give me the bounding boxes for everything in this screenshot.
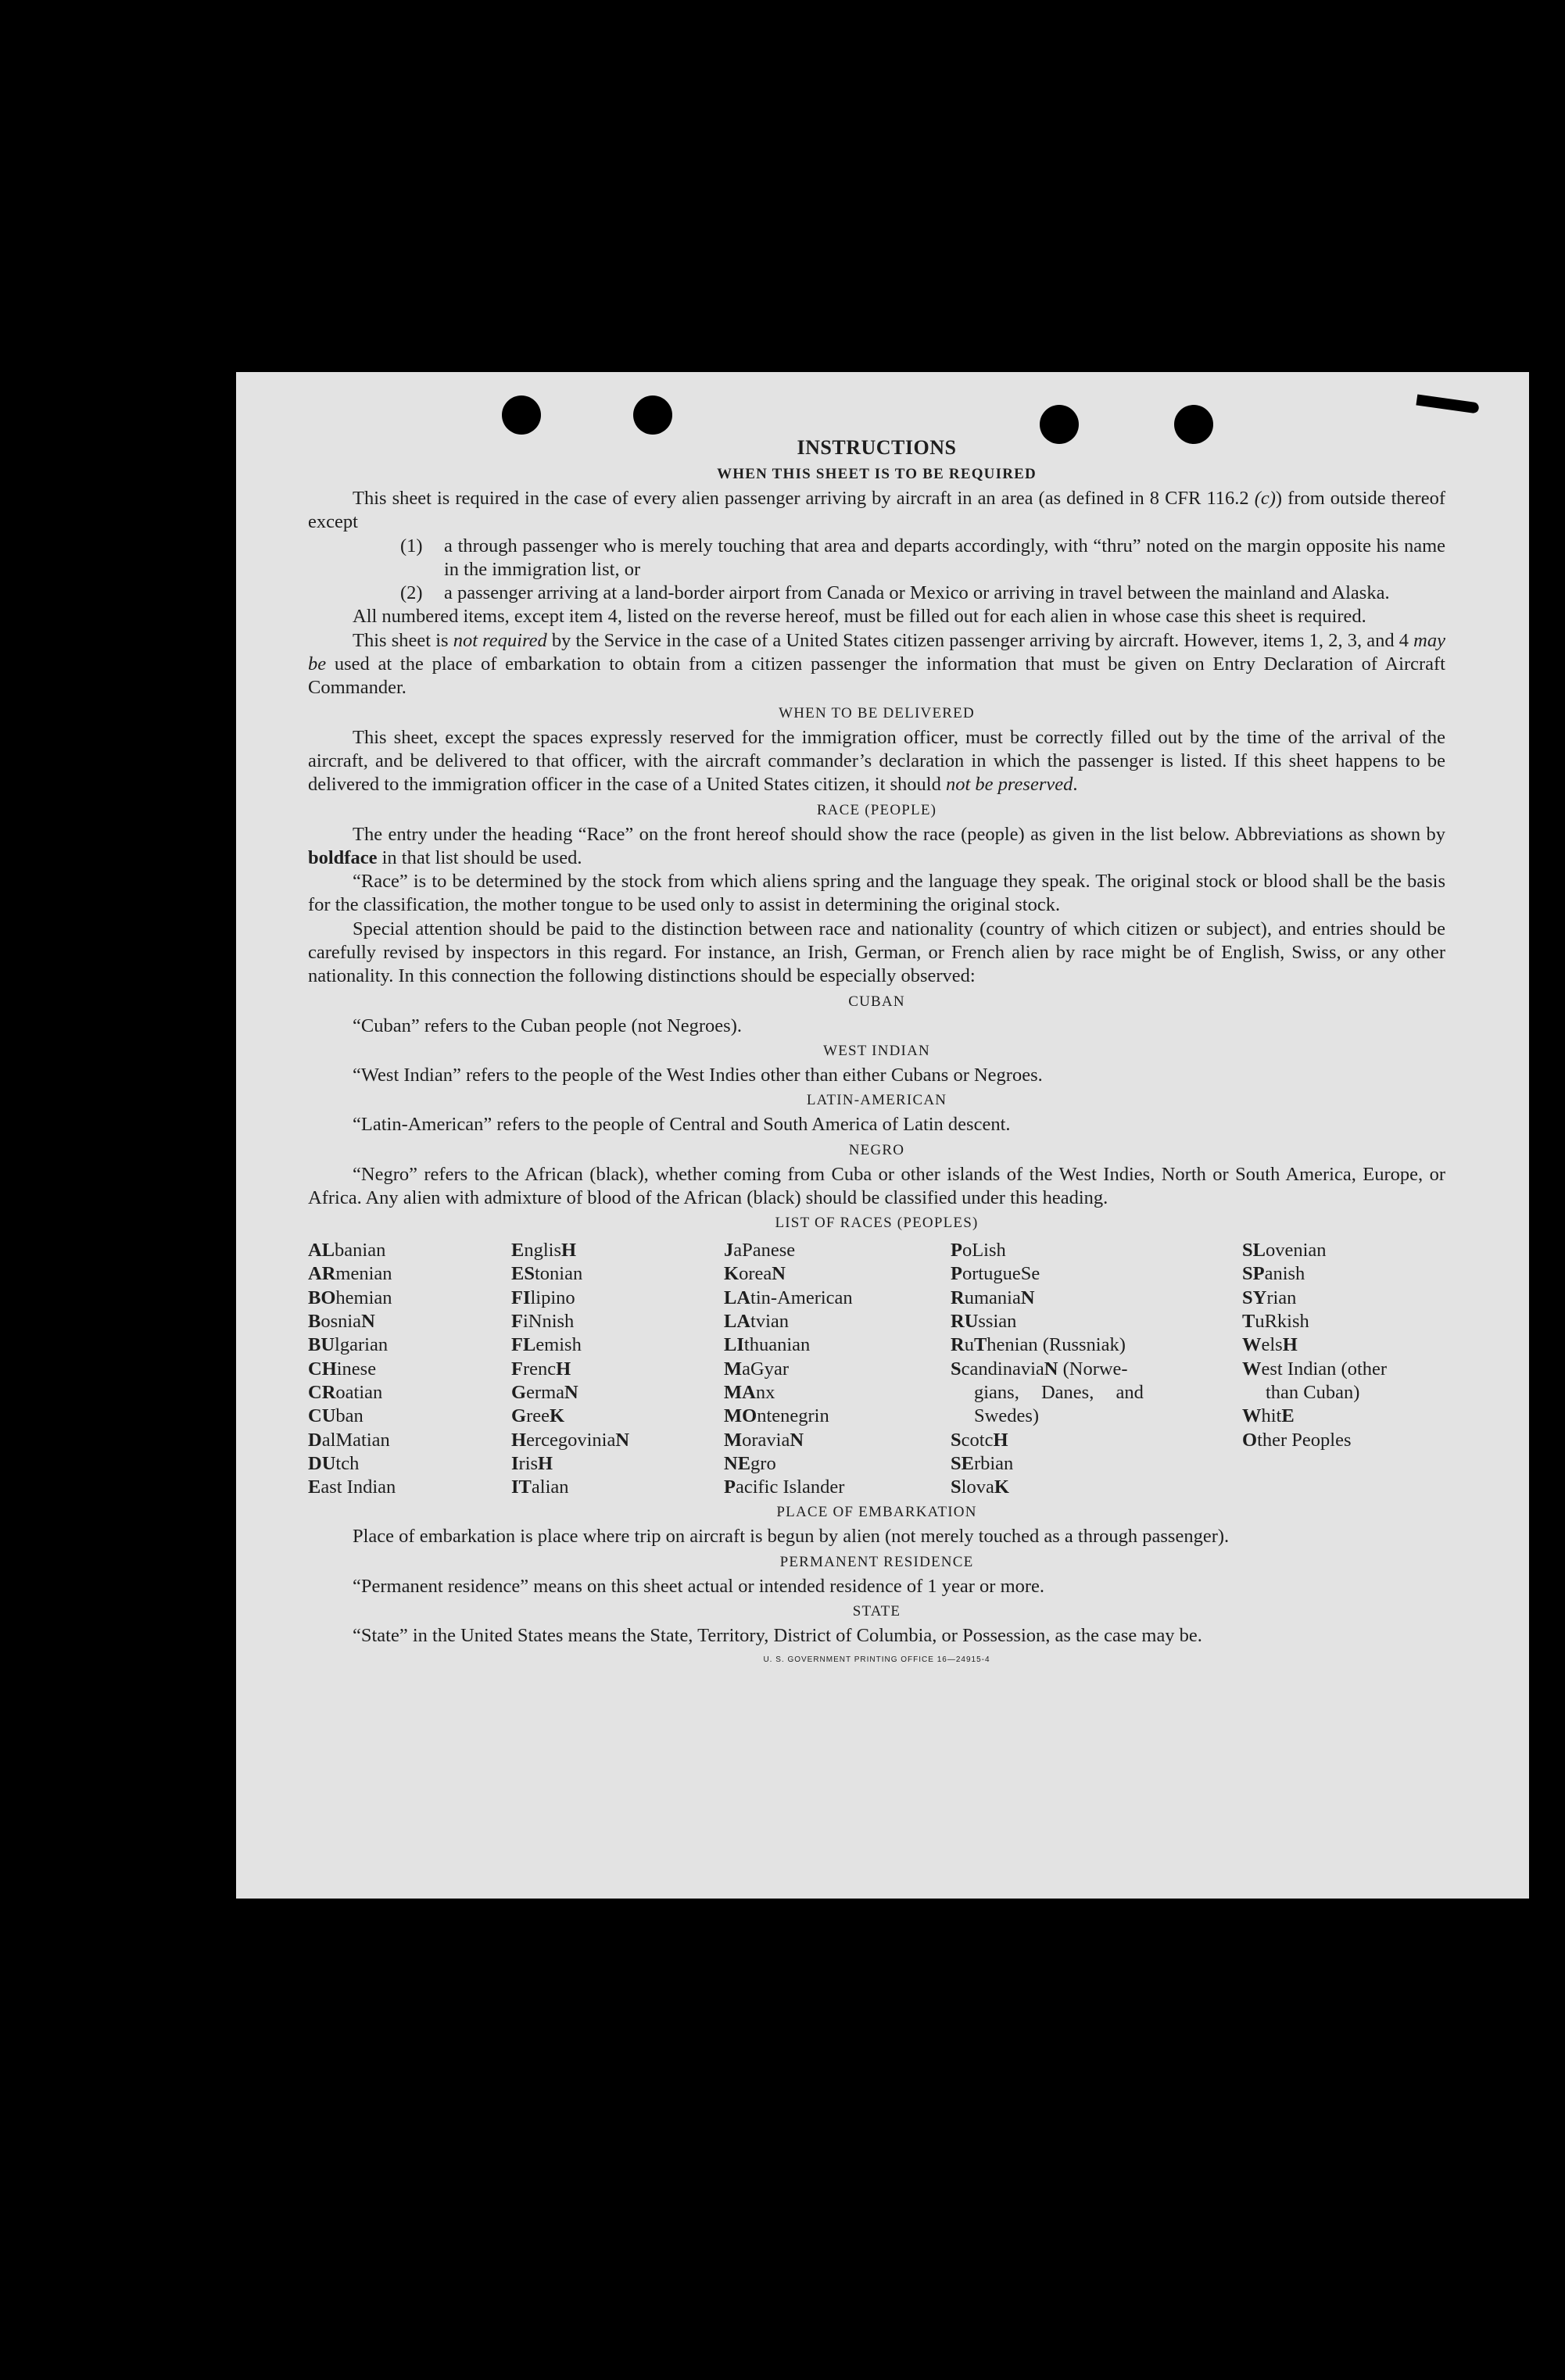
heading-place-of-embarkation: PLACE OF EMBARKATION xyxy=(776,1504,977,1521)
race-entry: East Indian xyxy=(308,1476,396,1498)
race-entry: LAtvian xyxy=(724,1311,790,1333)
race-entry: CUban xyxy=(308,1405,363,1427)
race-entry: MoraviaN xyxy=(724,1429,804,1451)
heading-race: RACE (PEOPLE) xyxy=(816,801,937,818)
race-entry: GreeK xyxy=(511,1405,565,1427)
race-entry: MaGyar xyxy=(724,1358,789,1380)
race-entry: RUssian xyxy=(951,1311,1017,1333)
paragraph: “Permanent residence” means on this sheet actual or intended residence of 1 year or more. xyxy=(353,1575,1045,1597)
race-entry: SlovaK xyxy=(951,1476,1009,1498)
punch-hole xyxy=(502,395,541,435)
instructions-text xyxy=(308,435,1445,1664)
race-entry: BUlgarian xyxy=(308,1334,389,1356)
list-item xyxy=(400,582,1445,605)
race-entry: DUtch xyxy=(308,1452,360,1474)
races-list xyxy=(308,1239,1445,1499)
races-column xyxy=(511,1239,724,1499)
printer-imprint: U. S. GOVERNMENT PRINTING OFFICE 16—24915-4 xyxy=(763,1655,990,1665)
heading-when-required: WHEN THIS SHEET IS TO BE REQUIRED xyxy=(717,466,1037,482)
race-entry: PoLish xyxy=(951,1240,1006,1262)
race-entry: NEgro xyxy=(724,1452,776,1474)
race-entry: KoreaN xyxy=(724,1263,786,1285)
race-entry: SYrian xyxy=(1242,1287,1297,1308)
races-column xyxy=(1242,1239,1445,1499)
race-entry: ScandinaviaN (Norwe- xyxy=(951,1358,1128,1380)
race-entry: EStonian xyxy=(511,1263,583,1285)
race-entry: CRoatian xyxy=(308,1381,383,1403)
race-entry: HercegoviniaN xyxy=(511,1429,630,1451)
race-entry: West Indian (other xyxy=(1242,1358,1388,1380)
race-entry-continuation: than Cuban) xyxy=(1266,1381,1360,1403)
race-entry: RumaniaN xyxy=(951,1287,1035,1308)
document-page xyxy=(236,372,1529,1899)
race-entry: ScotcH xyxy=(951,1429,1008,1451)
race-entry: FLemish xyxy=(511,1334,582,1356)
race-entry: JaPanese xyxy=(724,1240,796,1262)
heading-state: STATE xyxy=(852,1602,901,1619)
race-entry: WelsH xyxy=(1242,1334,1298,1356)
paragraph: “Cuban” refers to the Cuban people (not Negroes). xyxy=(353,1015,742,1036)
race-entry: ARmenian xyxy=(308,1263,392,1285)
heading-latin-american: LATIN-AMERICAN xyxy=(806,1092,947,1109)
race-entry: ALbanian xyxy=(308,1240,386,1262)
race-entry: BOhemian xyxy=(308,1287,392,1308)
race-entry-continuation: Swedes) xyxy=(974,1405,1040,1427)
race-entry: CHinese xyxy=(308,1358,377,1380)
race-entry: FIlipino xyxy=(511,1287,575,1308)
heading-when-delivered: WHEN TO BE DELIVERED xyxy=(779,704,975,721)
paragraph: “Latin-American” refers to the people of Central and South America of Latin descent. xyxy=(353,1114,1011,1136)
race-entry: ITalian xyxy=(511,1476,569,1498)
heading-permanent-residence: PERMANENT RESIDENCE xyxy=(779,1553,974,1570)
heading-negro: NEGRO xyxy=(848,1141,905,1158)
paragraph: Place of embarkation is place where trip on aircraft is begun by alien (not merely touched as a through passenger). xyxy=(353,1526,1230,1548)
race-entry-continuation: gians, Danes, and xyxy=(974,1381,1144,1403)
race-entry: Other Peoples xyxy=(1242,1429,1352,1451)
race-entry: RuThenian (Russniak) xyxy=(951,1334,1126,1356)
races-column xyxy=(308,1239,511,1499)
race-entry: FiNnish xyxy=(511,1311,575,1333)
paragraph: This sheet is not required by the Service in the case of a United States citizen passenger arriving by aircraft. However, items 1, 2, 3, and 4 may be used at the place of embarkation to obtain from a citizen passenger the information that must be given on Entry Declaration of Aircraft Commander. xyxy=(308,629,1445,699)
punch-hole xyxy=(633,395,672,435)
paragraph: “West Indian” refers to the people of the West Indies other than either Cubans or Negroes. xyxy=(353,1064,1043,1086)
paragraph: “Negro” refers to the African (black), whether coming from Cuba or other islands of the West Indies, North or South America, Europe, or Africa. Any alien with admixture of blood of the African (black) should be classified under this heading. xyxy=(308,1163,1445,1208)
item-text: a passenger arriving at a land-border airport from Canada or Mexico or arriving in travel between the mainland and Alaska. xyxy=(444,582,1390,604)
heading-cuban: CUBAN xyxy=(848,993,905,1010)
race-entry: BosniaN xyxy=(308,1311,375,1333)
heading-list-of-races: LIST OF RACES (PEOPLES) xyxy=(775,1215,979,1232)
paragraph: This sheet is required in the case of every alien passenger arriving by aircraft in an area (as defined in 8 CFR 116.2 (c)) from outside thereof except xyxy=(308,488,1445,533)
race-entry: MOntenegrin xyxy=(724,1405,829,1427)
race-entry: MAnx xyxy=(724,1381,775,1403)
paragraph: “Race” is to be determined by the stock from which aliens spring and the language they speak. The original stock or blood shall be the basis for the classification, the mother tongue to be used only to assist in determining the original stock. xyxy=(308,871,1445,916)
paragraph: The entry under the heading “Race” on the front hereof should show the race (people) as given in the list below. Abbreviations as shown by boldface in that list should be used. xyxy=(308,823,1445,868)
race-entry: Pacific Islander xyxy=(724,1476,845,1498)
paragraph: Special attention should be paid to the distinction between race and nationality (country of which citizen or subject), and entries should be carefully revised by inspectors in this regard. For instance, an Irish, German, or French alien by race might be of English, Swiss, or any other nationality. In this connection the following distinctions should be especially observed: xyxy=(308,918,1445,987)
race-entry: TuRkish xyxy=(1242,1311,1309,1333)
race-entry: SPanish xyxy=(1242,1263,1305,1285)
race-entry: LAtin-American xyxy=(724,1287,853,1308)
list-item xyxy=(400,535,1445,582)
race-entry: SErbian xyxy=(951,1452,1014,1474)
item-text: a through passenger who is merely touching that area and departs accordingly, with “thru” noted on the margin opposite his name in the immigration list, or xyxy=(444,535,1445,580)
item-number: (2) xyxy=(400,582,423,604)
race-entry: LIthuanian xyxy=(724,1334,811,1356)
paragraph: All numbered items, except item 4, listed on the reverse hereof, must be filled out for each alien in whose case this sheet is required. xyxy=(353,606,1366,628)
page-title: INSTRUCTIONS xyxy=(797,436,957,459)
race-entry: WhitE xyxy=(1242,1405,1295,1427)
page-corner-mark xyxy=(1416,395,1479,414)
races-column xyxy=(951,1239,1242,1499)
heading-west-indian: WEST INDIAN xyxy=(823,1042,930,1059)
races-column xyxy=(724,1239,951,1499)
race-entry: DalMatian xyxy=(308,1429,390,1451)
race-entry: PortugueSe xyxy=(951,1263,1040,1285)
paragraph: This sheet, except the spaces expressly reserved for the immigration officer, must be correctly filled out by the time of the arrival of the aircraft, and be delivered to that officer, with the aircraft commander’s declaration in which the passenger is listed. If this sheet happens to be delivered to the immigration officer in the case of a United States citizen, it should not be preserved. xyxy=(308,726,1445,796)
race-entry: IrisH xyxy=(511,1452,553,1474)
race-entry: GermaN xyxy=(511,1381,578,1403)
race-entry: FrencH xyxy=(511,1358,571,1380)
race-entry: EnglisH xyxy=(511,1240,577,1262)
item-number: (1) xyxy=(400,535,423,557)
paragraph: “State” in the United States means the State, Territory, District of Columbia, or Possession, as the case may be. xyxy=(353,1624,1202,1646)
race-entry: SLovenian xyxy=(1242,1240,1327,1262)
